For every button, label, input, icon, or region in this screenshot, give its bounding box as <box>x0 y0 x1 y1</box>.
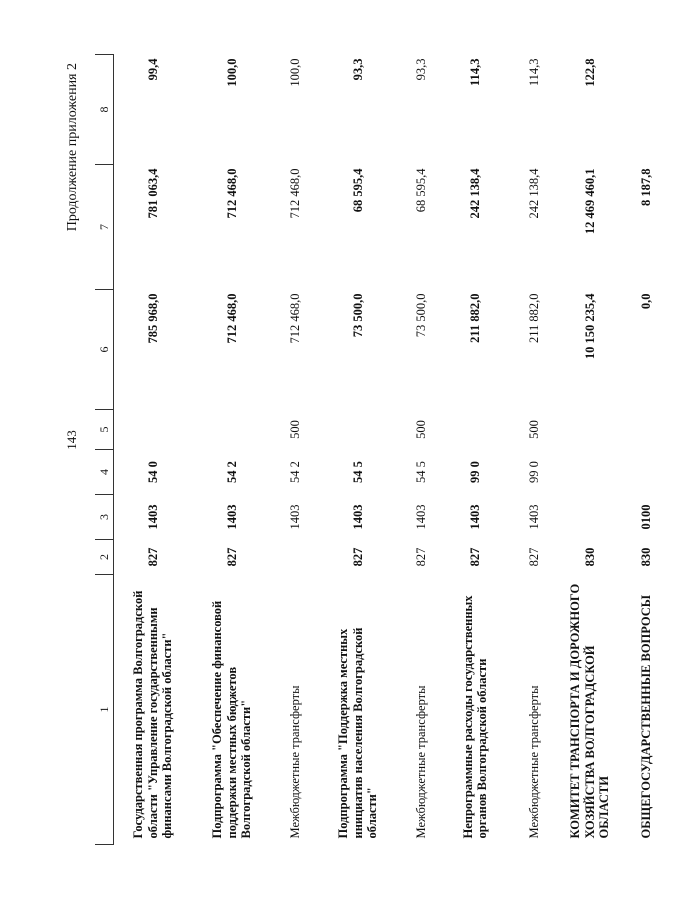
row-name: Межбюджетные трансферты <box>287 685 302 839</box>
cell-type <box>114 410 193 450</box>
cell-plan: 211 882,0 <box>526 293 541 344</box>
cell-plan: 10 150 235,4 <box>582 293 597 360</box>
cell-article: 54 5 <box>413 461 428 483</box>
cell-code: 827 <box>145 547 160 567</box>
cell-plan: 211 882,0 <box>467 293 482 343</box>
cell-section: 1403 <box>526 504 541 530</box>
table-row <box>192 55 272 845</box>
cell-section: 1403 <box>467 504 482 530</box>
cell-type <box>318 410 398 450</box>
cell-code: 827 <box>350 547 365 567</box>
cell-percent: 100,0 <box>224 58 239 87</box>
row-name: Межбюджетные трансферты <box>413 685 428 839</box>
cell-section: 1403 <box>224 504 239 530</box>
cell-section: 1403 <box>287 504 302 530</box>
row-name: Непрограммные расходы государственных органов Волгоградской области <box>460 595 489 839</box>
row-name: Подпрограмма "Поддержка местных инициатив населения Волгоградской области" <box>336 627 380 839</box>
cell-percent: 114,3 <box>467 58 482 86</box>
cell-actual: 68 595,4 <box>413 168 428 213</box>
cell-actual: 712 468,0 <box>224 168 239 219</box>
cell-type: 500 <box>413 420 428 439</box>
cell-plan: 0,0 <box>638 293 653 310</box>
table-row <box>562 55 618 845</box>
cell-percent: 100,0 <box>287 58 302 87</box>
rotated-page-content <box>65 55 653 845</box>
cell-percent <box>618 55 674 165</box>
column-header: 4 <box>95 450 114 495</box>
page-number: 143 <box>64 430 79 450</box>
row-name: Межбюджетные трансферты <box>526 685 541 839</box>
cell-plan: 73 500,0 <box>413 293 428 338</box>
cell-section: 1403 <box>145 504 160 530</box>
cell-actual: 68 595,4 <box>350 168 365 213</box>
cell-code: 827 <box>467 547 482 567</box>
cell-article: 99 0 <box>526 461 541 483</box>
cell-type <box>192 410 272 450</box>
row-name: ОБЩЕГОСУДАРСТВЕННЫЕ ВОПРОСЫ <box>638 595 653 839</box>
cell-code: 827 <box>224 547 239 567</box>
cell-code: 827 <box>413 547 428 567</box>
cell-section: 0100 <box>638 504 653 530</box>
table-row <box>114 55 193 845</box>
cell-section: 1403 <box>350 504 365 530</box>
column-header: 2 <box>95 540 114 575</box>
cell-section <box>562 495 618 540</box>
cell-code <box>272 540 318 575</box>
cell-actual: 12 469 460,1 <box>582 168 597 235</box>
row-name: Государственная программа Волгоградской области "Управление государственными финансами Волгоградской области" <box>131 590 175 839</box>
cell-percent: 122,8 <box>582 58 597 87</box>
column-header: 1 <box>95 575 114 845</box>
cell-code: 830 <box>582 547 597 567</box>
table-row <box>618 55 674 845</box>
table-row <box>506 55 562 845</box>
column-header: 7 <box>95 165 114 290</box>
cell-article <box>562 450 618 495</box>
cell-plan: 712 468,0 <box>287 293 302 344</box>
cell-article: 54 0 <box>145 461 160 483</box>
cell-actual: 781 063,4 <box>145 168 160 219</box>
column-header: 5 <box>95 410 114 450</box>
cell-type <box>618 410 674 450</box>
column-header: 8 <box>95 55 114 165</box>
cell-section: 1403 <box>413 504 428 530</box>
cell-plan: 712 468,0 <box>224 293 239 344</box>
table-row <box>318 55 398 845</box>
cell-actual: 8 187,8 <box>638 168 653 206</box>
cell-type <box>562 410 618 450</box>
continuation-label: Продолжение приложения 2 <box>65 63 80 232</box>
cell-percent: 99,4 <box>145 58 160 81</box>
cell-article: 54 2 <box>224 461 239 483</box>
cell-percent: 93,3 <box>413 58 428 81</box>
row-name: Подпрограмма "Обеспечение финансовой поддержки местных бюджетов Волгоградской области" <box>210 600 254 839</box>
cell-article <box>618 450 674 495</box>
column-header: 6 <box>95 290 114 410</box>
cell-percent: 114,3 <box>526 58 541 87</box>
budget-table <box>95 54 674 845</box>
cell-article: 54 2 <box>287 461 302 483</box>
cell-plan: 785 968,0 <box>145 293 160 344</box>
cell-plan: 73 500,0 <box>350 293 365 338</box>
cell-code: 827 <box>526 547 541 567</box>
cell-article: 99 0 <box>467 461 482 483</box>
cell-type: 500 <box>287 420 302 439</box>
cell-article: 54 5 <box>350 461 365 483</box>
column-header: 3 <box>95 495 114 540</box>
cell-code: 830 <box>638 547 653 567</box>
row-name: КОМИТЕТ ТРАНСПОРТА И ДОРОЖНОГО ХОЗЯЙСТВА ВОЛГОГРАДСКОЙ ОБЛАСТИ <box>568 583 612 839</box>
table-row <box>398 55 444 845</box>
cell-type: 500 <box>526 420 541 439</box>
cell-percent: 93,3 <box>350 58 365 81</box>
table-row <box>444 55 506 845</box>
table-row <box>272 55 318 845</box>
cell-type <box>444 410 506 450</box>
cell-actual: 242 138,4 <box>526 168 541 219</box>
cell-actual: 242 138,4 <box>467 168 482 219</box>
cell-actual: 712 468,0 <box>287 168 302 219</box>
header-row <box>95 55 114 845</box>
